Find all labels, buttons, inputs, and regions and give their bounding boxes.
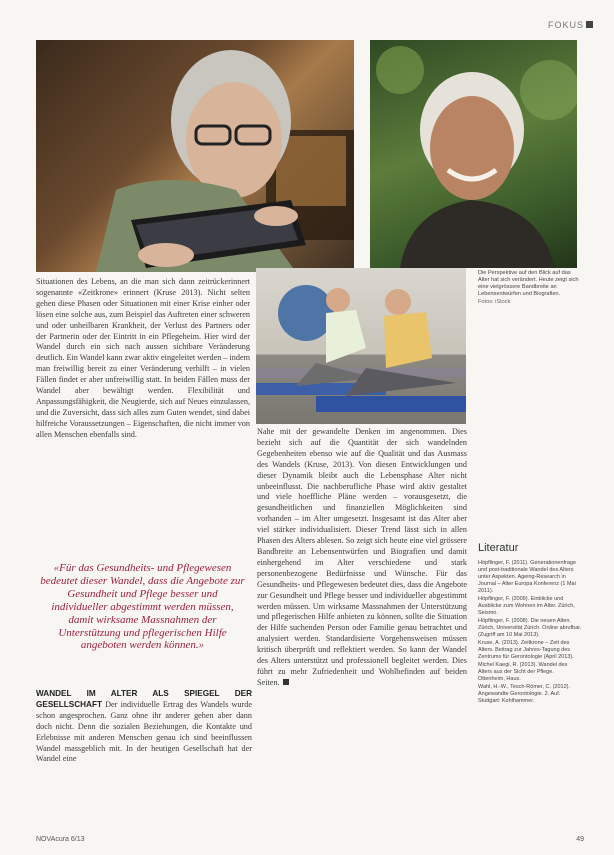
section-marker bbox=[586, 21, 593, 28]
reference-entry: Höpflinger, F. (2011). Generationenfrage und post-traditionale Wandel des Alters unter Aspekten. Ageing-Research in Journal – Alter Europa Konferenz (1 Mai 2011). bbox=[478, 560, 577, 594]
photo-elderly-woman-tablet bbox=[36, 40, 354, 272]
pull-quote: «Für das Gesundheits- und Pflegewesen bedeutet dieser Wandel, dass die Angebote zur Gesundheit und Pflege besser und individueller abgestimmt werden müssen, damit wirksame Massnahmen der Unterstützung und pflegerischen Hilfe angeboten werden können.» bbox=[40, 562, 245, 652]
section-subhead: WANDEL IM ALTER ALS SPIEGEL DER GESELLSCHAFT bbox=[36, 689, 252, 709]
body-paragraph: Nahe mit der gewandelte Denken im angenommen. Dies bezieht sich auf die Quantität der sich wandelnden Gegebenheiten ebenso wie auf die Qualität und das Ausmass des Wandels (Kruse, 2013). Von diesen Entwicklungen und dieser Dynamik bleibt auch die Lebensphase Alter nicht unbeeinflusst. Die nachberufliche Phase wird aktiv gestaltet und viele hoeffliche Pläne werden – vorausgesetzt, die gesundheitlichen und finanziellen Möglichkeiten sind vorhanden – im Alter umgesetzt. Insgesamt ist das Alter aber viel stärker individualisiert. Dieser Trend lässt sich in allen Phasen des Alters ablesen. So zeigt sich heute eine viel grössere Bandbreite an Lebensentwürfen und Biografien und damit einhergehend im Alter verschiedene und stark personenbezogene Bedürfnisse und Wünsche. Für das Gesundheits- und Pflegewesen bedeutet dies, dass die Angebote zur Gesundheit und Pflege besser und individueller abgestimmt werden müssen. Um wirksame Massnahmen der Unterstützung und pflegerischen Hilfe anbieten zu können, sollte die Situation der Hilfe suchenden Person oder Familie genau betrachtet und analysiert werden. Standardisierte Vorgehensweisen müssen kritisch überprüft und reflektiert werden. So kann der Wandel des Alters unterstützt und professionell begleitet werden. Dies führt zu mehr Zufriedenheit und Wohlbefinden auf beiden Seiten. bbox=[257, 427, 467, 687]
caption-text: Die Perspektive auf den Blick auf das Alter hat sich verändert. Heute zeigt sich eine vielgrössere Bandbreite an Lebensentwürfen und Biografien. bbox=[478, 270, 579, 297]
references-title: Literatur bbox=[478, 542, 519, 554]
reference-entry: Kruse, A. (2013). Zeitkrone – Zeit des Alters. Beitrag zur Jahres-Tagung des Zentrums für Gerontologie (April 2013). bbox=[478, 640, 574, 660]
photo-seniors-exercise bbox=[256, 268, 466, 424]
footer-magazine-issue: NOVAcura 6/13 bbox=[36, 836, 85, 843]
reference-entry: Höpflinger, F. (2009). Einblicke und Ausblicke zum Wohnen im Alter. Zürich, Seismo. bbox=[478, 596, 575, 616]
column-middle-text bbox=[257, 427, 467, 689]
column-left-text bbox=[36, 277, 252, 441]
footer-page-number: 49 bbox=[576, 836, 584, 843]
end-mark bbox=[283, 679, 289, 685]
photo-elderly-man-portrait bbox=[370, 40, 577, 268]
section-label: FOKUS bbox=[547, 20, 584, 30]
reference-entry: Michel Kaegi, R. (2013). Wandel des Alters aus der Sicht der Pflege. Ottenheim, Haus. bbox=[478, 662, 568, 682]
reference-entry: Wahl, H.-W., Tesch-Römer, C. (2012). Angewandte Gerontologie. 2. Auf. Stuttgart: Kohlhammer. bbox=[478, 684, 570, 704]
section-subhead-block bbox=[36, 689, 252, 765]
body-paragraph: Der individuelle Ertrag des Wandels wurde schon angesprochen. Ganz ohne ihr anderer gehen aber dann doch nicht. Denn die sozialen Beziehungen, die Kontakte und Erlebnisse mit anderen Menschen genau ich sind beeinflussen Wandel massgeblich mit. In der heutigen Gesellschaft hat der Wandel eine bbox=[36, 699, 253, 764]
photo-caption bbox=[478, 270, 582, 306]
caption-credit: Fotos: iStock bbox=[478, 299, 511, 305]
body-paragraph: Situationen des Lebens, an die man sich dann zeitrückerinnert sogenannte «Zeitkrone» erinnert (Kruse 2013). Nicht selten gehen diese Phasen oder Situationen mit einer Krise einher oder lösen eine solche aus, zum Beispiel das Auftreten einer schweren und oder unheilbaren Krankheit, der Verlust des Partners oder der Partnerin oder der Eintritt in ein Pflegeheim. Hier wird der Wandel durch ein sich nach aussen sichtbare Veränderung deutlich. Ein Wandel kann zwar aktiv eingeleitet werden – indem man freiwillig bereit zu einer Veränderung verhilft – in vielen Fällen findet er aber unfreiwillig statt. In beiden Fällen muss der Wandel aber bewältigt werden. Flexibilität und Anpassungsfähigkeit, die Neugierde, sich auf Neues einzulassen, und die Zuversicht, dass sich alles zum Guten wendet, sind dabei hilfreiche Voraussetzungen – Eigenschaften, die nicht immer von allen Menschen ebenfalls sind. bbox=[36, 277, 250, 439]
references-list bbox=[478, 560, 582, 706]
reference-entry: Höpflinger, F. (2008). Die neuen Alten. Zürich, Universität Zürich. Online abrufbar. (Zugriff am 10 Mai 2013). bbox=[478, 618, 582, 638]
